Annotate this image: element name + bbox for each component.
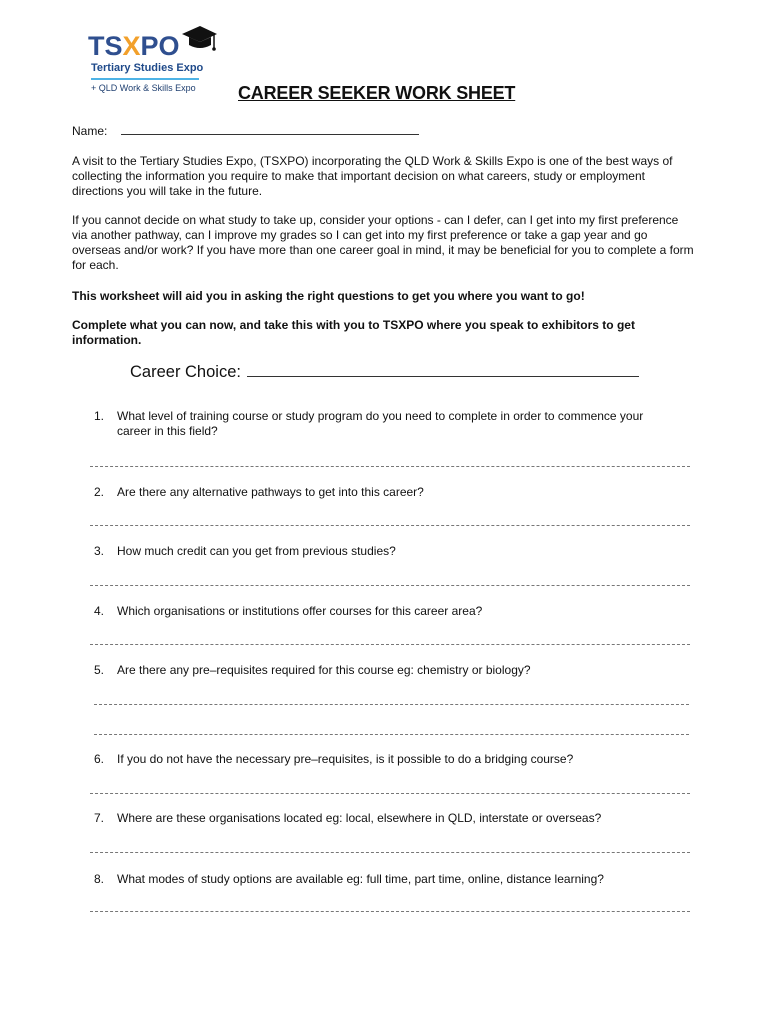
answer-line[interactable]: [90, 585, 690, 586]
question-text: Which organisations or institutions offer courses for this career area?: [117, 604, 483, 618]
question-number: 2.: [94, 485, 105, 499]
name-field[interactable]: [121, 124, 419, 135]
answer-line[interactable]: [94, 704, 689, 705]
name-label: Name:: [72, 124, 108, 138]
page-title: CAREER SEEKER WORK SHEET: [238, 83, 516, 103]
logo-subtitle-2: + QLD Work & Skills Expo: [91, 83, 196, 93]
question-number: 3.: [94, 544, 105, 558]
career-choice-label: Career Choice:: [130, 363, 241, 381]
question-number: 7.: [94, 811, 105, 825]
answer-line[interactable]: [90, 793, 690, 794]
question-number: 6.: [94, 752, 105, 766]
question-text: If you do not have the necessary pre–requisites, is it possible to do a bridging course?: [117, 752, 574, 766]
logo-wordmark: TSXPO: [88, 31, 180, 61]
graduation-cap-icon: [180, 22, 218, 54]
answer-line[interactable]: [90, 911, 690, 912]
intro-paragraph: A visit to the Tertiary Studies Expo, (TSXPO) incorporating the QLD Work & Skills Expo is one of the best ways of collecting the information you require to make that important decision on what careers, study or employment directions you will take in the future.: [72, 154, 673, 198]
question-text: Are there any alternative pathways to get into this career?: [117, 485, 424, 499]
answer-line[interactable]: [90, 466, 690, 467]
question-text: How much credit can you get from previous studies?: [117, 544, 396, 558]
answer-line[interactable]: [94, 734, 689, 735]
question-text: What level of training course or study program do you need to complete in order to commence your career in this field?: [117, 409, 644, 438]
question-number: 1.: [94, 409, 105, 423]
tsxpo-logo: [88, 22, 218, 98]
logo-divider: [91, 78, 199, 80]
aid-paragraph: This worksheet will aid you in asking the right questions to get you where you want to go!: [72, 289, 585, 303]
answer-line[interactable]: [90, 644, 690, 645]
question-text: Where are these organisations located eg: local, elsewhere in QLD, interstate or overseas?: [117, 811, 602, 825]
question-text: What modes of study options are available eg: full time, part time, online, distance learning?: [117, 872, 604, 886]
question-number: 4.: [94, 604, 105, 618]
career-choice-row: [130, 362, 639, 382]
complete-paragraph: Complete what you can now, and take this with you to TSXPO where you speak to exhibitors to get information.: [72, 318, 635, 347]
options-paragraph: If you cannot decide on what study to take up, consider your options - can I defer, can I get into my first preference via another pathway, can I improve my grades so I can get into my first preference or take a gap year and go overseas and/or work? If you have more than one career goal in mind, it may be beneficial for you to complete a form for each.: [72, 213, 694, 272]
logo-subtitle: Tertiary Studies Expo: [91, 62, 204, 74]
answer-line[interactable]: [90, 525, 690, 526]
question-number: 8.: [94, 872, 105, 886]
question-number: 5.: [94, 663, 105, 677]
question-text: Are there any pre–requisites required for this course eg: chemistry or biology?: [117, 663, 531, 677]
answer-line[interactable]: [90, 852, 690, 853]
career-choice-field[interactable]: [247, 362, 639, 377]
name-row: [72, 124, 419, 138]
